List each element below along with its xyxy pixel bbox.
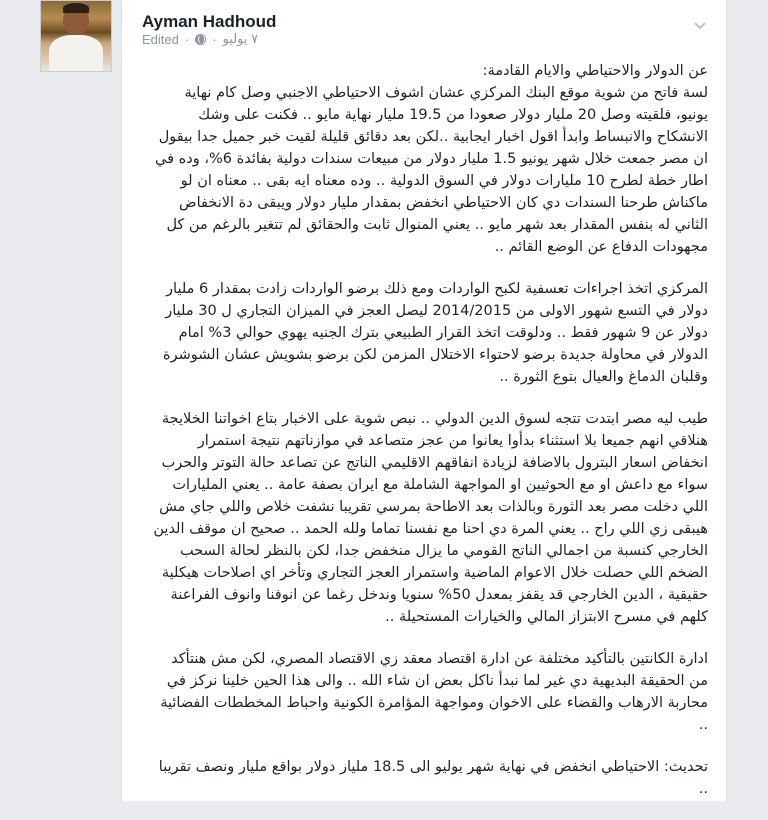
post-paragraph: عن الدولار والاحتياطي والايام القادمة: لسة فاتح من شوية موقع البنك المركزي عشان اشوف الاحتياطي الاجنبي وصل كام نهاية يونيو، فلقيته وصل 20 مليار دولار صعودا من 19.5 مليار نهاية مايو .. فكنت على وشك الانشكاح والانبساط وابدأ اقول اخبار ايجابية ..لكن بعد دقائق قليلة لقيت خبر جميل جدا بيقول ان مصر جمعت خلال شهر يونيو 1.5 مليار دولار من مبيعات سندات دولية بفائدة 6%، وده في اطار خطة لطرح 10 مليارات دولار في السوق الدولية .. وده معناه ايه بقى .. معناه ان لو ماكناش طرحنا السندات دي كان الاحتياطي انخفض بمقدار مليار دولار ويبقى دة الانخفاض الثاني له بنفس المقدار بعد شهر مايو .. يعني المنوال ثابت والحقائق لم تتغير بالرغم من كل مجهودات الدفاع عن الوضع القائم .. [155, 63, 708, 255]
post-date[interactable]: ٧ يوليو [222, 31, 259, 46]
post-paragraph: المركزي اتخذ اجراءات تعسفية لكبح الواردات ومع ذلك برضو الواردات زادت بمقدار 6 مليار دولار في التسع شهور الاولى من 2014/2015 ليصل العجز في الميزان التجاري ل 30 مليار دولار عن 9 شهور فقط .. ودلوقت اتخذ القرار الطبيعي بترك الجنيه يهوي حوالي 3% امام الدولار في محاولة جديدة برضو لاحتواء الاختلال المزمن لكن برضو بشويش عشان الشوشرة وقلبان الدماغ والعيال بتوع الثورة .. [162, 281, 708, 385]
post-card [121, 0, 727, 801]
edited-label[interactable]: Edited [142, 31, 179, 47]
meta-separator: · [212, 31, 217, 47]
post-paragraph: طيب ليه مصر ابتدت تتجه لسوق الدين الدولي .. نبص شوية على الاخبار بتاع اخواتنا الخلايجة هنلاقي انهم جميعا بلا استثناء بدأوا يعانوا من عجز متصاعد في موازناتهم نتيجة استمرار انخفاض اسعار البترول بالاضافة لزيادة انفاقهم الاقليمي الناتج عن تصاعد حالة التوتر والحرب سواء مع داعش او مع الحوثيين او المواجهة الشاملة مع ايران بصفة عامة .. يعني المليارات اللي دخلت مصر بعد الثورة وبالذات بعد الاطاحة بمرسي تقريبا نشفت خلاص واللي جاي مش هيبقى زي اللي راح .. يعني المرة دي احنا مع نفسنا تماما ولله الحمد .. صحيح ان موقف الدين الخارجي كنسبة من اجمالي الناتج القومي ما يزال منخفض جدا، لكن بالنظر لحالة السحب الضخم اللي حصلت خلال الاعوام الماضية واستمرار العجز التجاري وتأخر اي اصلاحات هيكلية حقيقية ، الدين الخارجي قد يقفز بمعدل 50% سنويا وندخل رغما عن انوفنا وانوف الفراعنة كلهم في مسرح الابتزاز المالي والخيارات المستحيلة .. [153, 411, 708, 625]
avatar-shirt [49, 35, 103, 72]
post-paragraph: تحديث: الاحتياطي انخفض في نهاية شهر يوليو الى 18.5 مليار دولار بواقع مليار ونصف تقريبا .. [158, 759, 708, 797]
post-meta [142, 31, 258, 47]
avatar[interactable] [40, 0, 112, 72]
author-name[interactable]: Ayman Hadhoud [142, 12, 277, 31]
chevron-down-icon[interactable] [692, 18, 708, 34]
meta-separator: · [184, 31, 190, 47]
post-paragraph: ادارة الكانتين بالتأكيد مختلفة عن ادارة اقتصاد معقد زي الاقتصاد المصري، لكن مش هنتأكد من الحقيقة البديهية دي غير لما نبدأ ناكل بعض ان شاء الله .. والى هذا الحين خلينا نركز في محاربة الارهاب والقضاء على الاخوان ومواجهة المؤامرة الكونية واحباط المخططات الفضائية .. [160, 651, 708, 733]
post-text [152, 60, 708, 820]
avatar-hair [63, 3, 89, 13]
globe-icon[interactable] [195, 34, 206, 45]
